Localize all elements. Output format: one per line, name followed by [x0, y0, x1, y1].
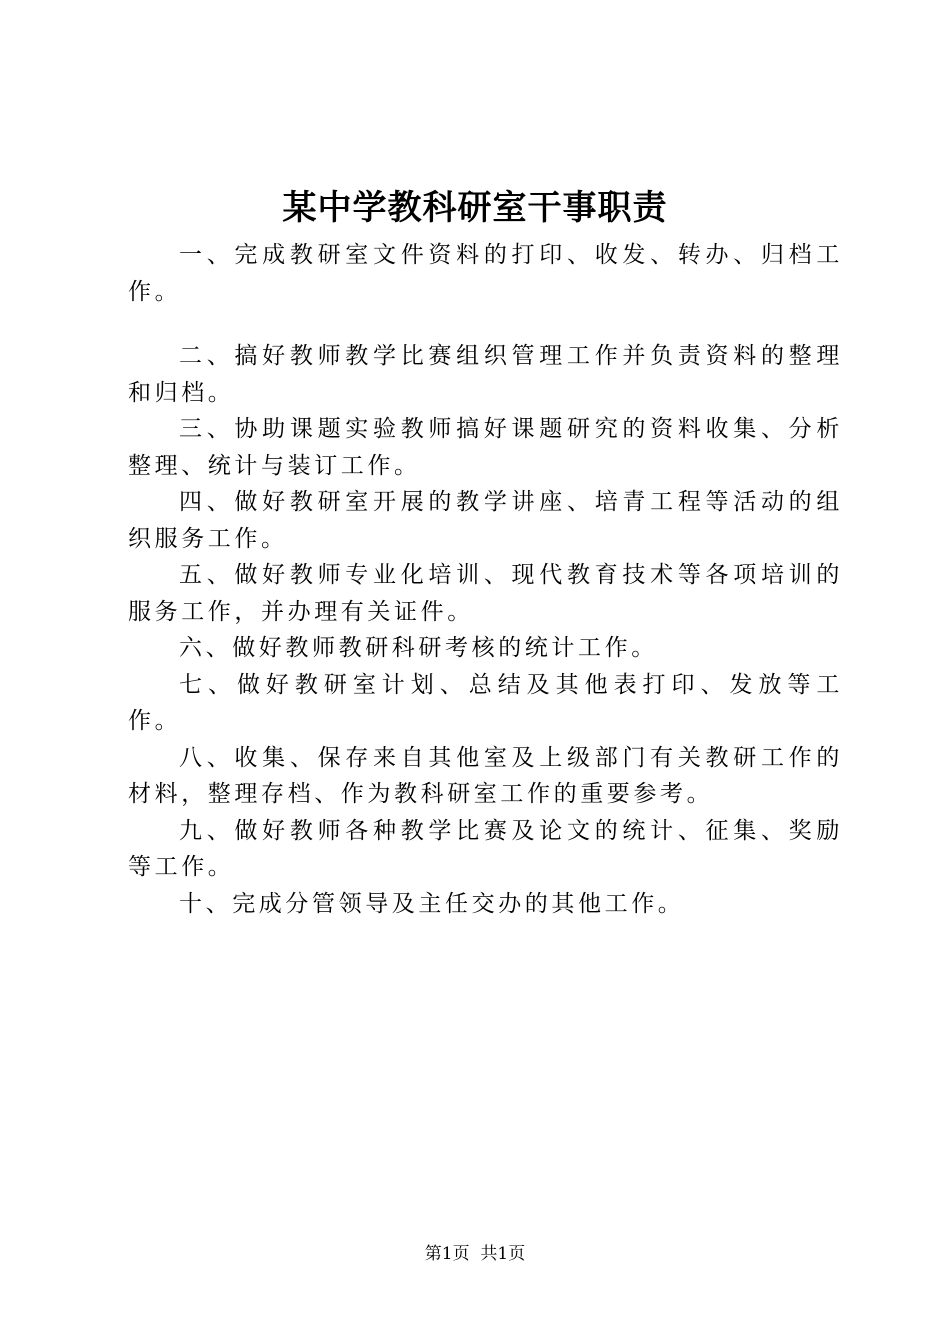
duty-item-5: 五、做好教师专业化培训、现代教育技术等各项培训的服务工作，并办理有关证件。 [128, 562, 843, 625]
duty-item-8: 八、收集、保存来自其他室及上级部门有关教研工作的材料，整理存档、作为教科研室工作的重要参考。 [128, 744, 843, 807]
document-title: 某中学教科研室干事职责 [282, 188, 668, 228]
duty-item-6: 六、做好教师教研科研考核的统计工作。 [179, 635, 658, 661]
duty-item-10: 十、完成分管领导及主任交办的其他工作。 [179, 890, 685, 917]
page-footer: 第1页 共1页 [424, 1244, 526, 1264]
document-body [128, 237, 843, 922]
duty-item-7: 七、做好教研室计划、总结及其他表打印、发放等工作。 [128, 671, 843, 734]
duty-item-1: 一、完成教研室文件资料的打印、收发、转办、归档工作。 [128, 242, 843, 305]
duty-item-9: 九、做好教师各种教学比赛及论文的统计、征集、奖励等工作。 [128, 817, 843, 880]
duty-item-2: 二、搞好教师教学比赛组织管理工作并负责资料的整理和归档。 [128, 343, 843, 406]
duty-item-4: 四、做好教研室开展的教学讲座、培青工程等活动的组织服务工作。 [128, 489, 843, 552]
duty-item-3: 三、协助课题实验教师搞好课题研究的资料收集、分析整理、统计与装订工作。 [128, 416, 843, 479]
